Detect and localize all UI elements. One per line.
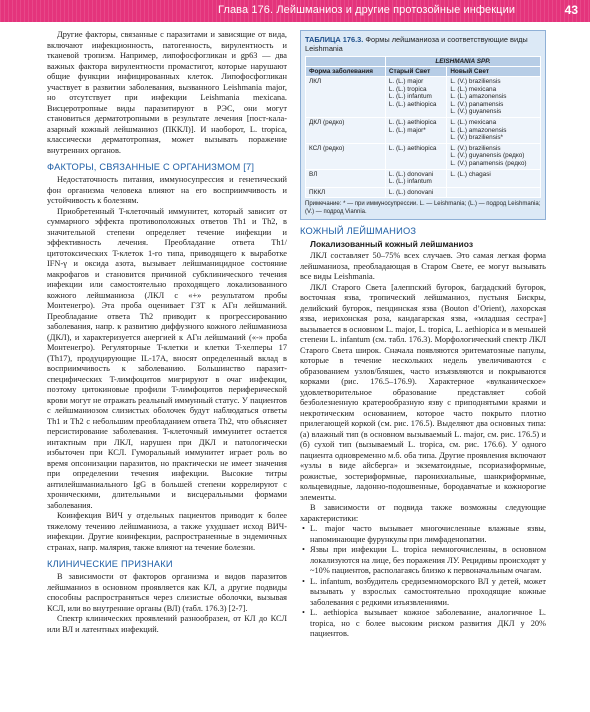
page-number: 43: [564, 3, 578, 17]
list-item: • L. aethiopica вызывает кожное заболевание, аналогичное L. tropica, но с более высоким риском развития ДКЛ у 20% пациентов.: [310, 608, 546, 640]
species-name: L. (L.) tropica: [388, 85, 427, 93]
list-item: • Язвы при инфекции L. tropica немногочисленны, в основном локализуются на лице, без поражения ЛУ. Рецидивы происходят у ~10% пациентов, располагаясь близко к первоначальным очагам.: [310, 545, 546, 577]
table-cell-new-world: [447, 143, 541, 169]
species-name: L. (L.) amazonensis: [450, 93, 507, 101]
section-heading-cutaneous: КОЖНЫЙ ЛЕЙШМАНИОЗ: [300, 226, 417, 237]
species-name: L. (V.) braziliensis*: [450, 134, 503, 142]
species-name: L. (L.) aethiopica: [388, 100, 437, 108]
table-header-disease: Форма заболевания: [306, 67, 386, 77]
table-row: [306, 187, 541, 198]
paragraph-hiv-coinfection: Коинфекция ВИЧ у отдельных пациентов приводит к более тяжелому течению лейшманиоза, а также ухудшает исход ВИЧ-инфекции. Другие коинфекции, распространенные в эндемичных странах, напр. малярия, также влияют на течение болезни.: [47, 511, 287, 552]
chapter-title: Глава 176. Лейшманиоз и другие протозойные инфекции: [218, 4, 516, 16]
table-cell-old-world: [385, 117, 446, 143]
paragraph-t-cell-immunity: Приобретенный T-клеточный иммунитет, который зависит от суммарного эффекта противоположных ответов Th1 и Th2, в значительной степени определяет течение инфекции и эффективность лечения. Преобладание ответа Th1/цитотоксических T-клеток 1-го типа, приводящего к выработке IFN-γ и оксида азота, вызывает лейшманицидное состояние макрофагов и становится причиной субклинического течения инфекции или самостоятельно проходящего локализованного кожного лейшманиоза (ЛКЛ с «+» результатом пробы Монтенегро). Эта проба оценивает ГЗТ к АГн лейшманий. Преобладание ответа Th2 приводит к прогрессированию заболевания, напр. к развитию диффузного кожного лейшманиоза (ДКЛ), и характеризуется анергией к АГн лейшманий («-» проба Монтенегро). Регуляторные T-клетки и клетки T-хелперы 17 (Th17), продуцирующие IL-17A, вносят определенный вклад в восприимчивость к заболеванию. Большинство паразит-специфических T-лимфоцитов мигрируют в очаг инфекции, поэтому цитокиновые профили T-лимфоцитов периферической крови могут не отражать реальный иммунный статус. У пациентов с лейшманиозом слизистых оболочек будут наблюдаться ответы Th1 и Th2 с небольшим преобладанием ответа Th2, что объясняет персистирование заболевания. T-клеточный иммунитет остается интактным при ЛКЛ, нарушен при ДКЛ и патологически избыточен при КСЛ. Гуморальный иммунитет играет роль во время опсонизации паразитов, но практически не имеет значения при определении течения инфекции. Высокие титры антилейшманиального IgG в большей степени коррелируют с хроническими, длительными и висцеральными формами заболевания.: [47, 206, 287, 510]
page-header: [0, 0, 590, 22]
paragraph-subspecies-intro: В зависимости от подвида также возможны следующие характеристики:: [300, 503, 546, 523]
table-caption: Формы лейшманиоза и соответствующие виды Leishmania: [305, 35, 528, 53]
species-name: L. (L.) donovani: [388, 188, 434, 196]
table-header-new-world: Новый Свет: [447, 67, 541, 77]
table-176-3: [300, 30, 546, 220]
table-cell-old-world: [385, 187, 446, 198]
subspecies-list: [300, 524, 546, 640]
species-name: L. (V.) guyanensis (редко): [450, 152, 525, 160]
table-row: [306, 117, 541, 143]
species-name: L. (L.) amazonensis: [450, 126, 507, 134]
paragraph-old-world-lcl: ЛКЛ Старого Света [алеппский бугорок, багдадский бугорок, восточная язва, тропический лейшманиоз, пустыня Бискры, делийский бугорок, пендинская язва (Bouton d’Orient), лахорская язва, иерихонская роза, кандагарская язва, «младшая сестра»] вызывается в основном L. major, L. tropica, L. aethiopica и в меньшей степени L. infantum (см. табл. 176.3). Морфологический спектр ЛКЛ Старого Света широк. Сначала появляются эритематозные папулы, которые в течение нескольких недель увеличиваются с образованием узлов/бляшек, часто изъязвляются и покрываются корками (рис. 176.5–176.9). Характерное «вулканическое» удовлетворительное образование представляет собой безболезненную кратерообразную язву с приподнятыми краями и некротическим основанием, которое часто покрыто плотно прилегающей коркой (см. рис. 176.5). Выделяют два основных типа: (а) влажный тип (в основном вызываемый L. major, см. рис. 176.5) и (б) сухой тип (вызываемый L. tropica, см. рис. 176.6). У одного пациента одновременно м.б. оба типа. Другие проявления включают «узлы в виде айсберга» и экзематоидные, псориазиформные, рожистые, зостериформные, паронихиальные, шанкриформные, кольцевидные, ладонно-подошвенные, бородавчатые и кожнорогие элементы.: [300, 282, 546, 502]
table-cell-new-world: [447, 187, 541, 198]
species-name: L. (L.) aethiopica: [388, 118, 437, 126]
species-name: L. (V.) panamensis: [450, 100, 504, 108]
species-name: L. (L.) major: [388, 78, 424, 85]
section-heading-clinical: КЛИНИЧЕСКИЕ ПРИЗНАКИ: [47, 559, 173, 569]
left-column: [47, 30, 287, 635]
table-title: [305, 35, 541, 53]
species-name: L. (V.) guyanensis: [450, 108, 502, 116]
species-name: L. (L.) infantum: [388, 93, 432, 101]
table-cell-new-world: [447, 117, 541, 143]
paragraph-clinical-intro: В зависимости от факторов организма и видов паразитов лейшманиоз в основном проявляется как КЛ, а другие подвиды способны распространяться через слизистые оболочки, вызывая КСЛ, или во внутренние органы (ВЛ) (табл. 176.3) [2-7].: [47, 572, 287, 613]
section-heading-host-factors: ФАКТОРЫ, СВЯЗАННЫЕ С ОРГАНИЗМОМ [7]: [47, 162, 255, 172]
species-name: L. (L.) chagasi: [450, 170, 491, 178]
table-cell-disease: ЛКЛ: [306, 77, 386, 118]
table-header-old-world: Старый Свет: [385, 67, 446, 77]
paragraph-clinical-spectrum: Спектр клинических проявлений разнообразен, от КЛ до КСЛ или ВЛ и латентных инфекций.: [47, 614, 287, 634]
table-cell-new-world: [447, 169, 541, 187]
subsection-heading-localized: Локализованный кожный лейшманиоз: [310, 239, 474, 250]
species-name: L. (L.) aethiopica: [388, 144, 437, 152]
list-item: • L. infantum, возбудитель средиземноморского ВЛ у детей, может вызывать у взрослых самостоятельно проходящие кожные заболевания с редкими изъязвлениями.: [310, 577, 546, 609]
species-name: L. (L.) donovani: [388, 170, 434, 178]
list-item: • L. major часто вызывает многочисленные влажные язвы, напоминающие фурункулы при лимфаденопатии.: [310, 524, 546, 545]
species-name: L. (L.) major*: [388, 126, 426, 134]
table-note: Примечание: * — при иммуносупрессии. L. — Leishmania; (L.) — подрод Leishmania; (V.) — подрод Viannia.: [305, 201, 541, 215]
paragraph-lcl-share: ЛКЛ составляет 50–75% всех случаев. Это самая легкая форма лейшманиоза, преобладающая в Старом Свете, ее могут вызывать все виды Leishmania.: [300, 251, 546, 282]
species-name: L. (V.) panamensis (редко): [450, 159, 527, 167]
table-header-empty: [306, 57, 386, 67]
species-name: L. (L.) mexicana: [450, 118, 497, 126]
table-row: [306, 169, 541, 187]
species-name: L. (V.) braziliensis: [450, 144, 501, 152]
table-cell-disease: ПККЛ: [306, 187, 386, 198]
paragraph-host-intro: Недостаточность питания, иммуносупрессия и генетический фон организма человека влияют на его восприимчивость и устойчивость к болезням.: [47, 175, 287, 205]
leishmania-forms-table: [305, 56, 541, 198]
table-cell-disease: ВЛ: [306, 169, 386, 187]
table-cell-disease: ДКЛ (редко): [306, 117, 386, 143]
species-name: L. (V.) braziliensis: [450, 78, 501, 85]
table-cell-old-world: [385, 143, 446, 169]
species-name: L. (L.) mexicana: [450, 85, 497, 93]
table-row: [306, 143, 541, 169]
table-label: ТАБЛИЦА 176.3.: [305, 35, 364, 44]
table-cell-new-world: [447, 77, 541, 118]
right-column: [300, 30, 546, 640]
table-group-header: LEISHMANIA SPP.: [385, 57, 540, 67]
table-cell-old-world: [385, 169, 446, 187]
paragraph-parasite-factors: Другие факторы, связанные с паразитами и зависящие от вида, включают инфекционность, патогенность, вирулентность и тканевой тропизм. Например, липофосфогликан и gp63 — два важных фактора вирулентности промастигот, которые нарушают общие функции инфицированных клеток. Липофосфогликан участвует в развитии заболевания, вызванного Leishmania major, но отсутствует при инфекции Leishmania mexicana. Висцеротропные виды паразитируют в РЭС, они могут становиться дерматотропными в результате лечения [пост-кала-азарный кожный лейшманиоз (ПККЛ)]. И наоборот, L. tropica, классически дерматотропная, может вызывать поражение внутренних органов.: [47, 30, 287, 155]
table-row: [306, 77, 541, 118]
table-cell-old-world: [385, 77, 446, 118]
table-cell-disease: КСЛ (редко): [306, 143, 386, 169]
species-name: L. (L.) infantum: [388, 178, 432, 186]
